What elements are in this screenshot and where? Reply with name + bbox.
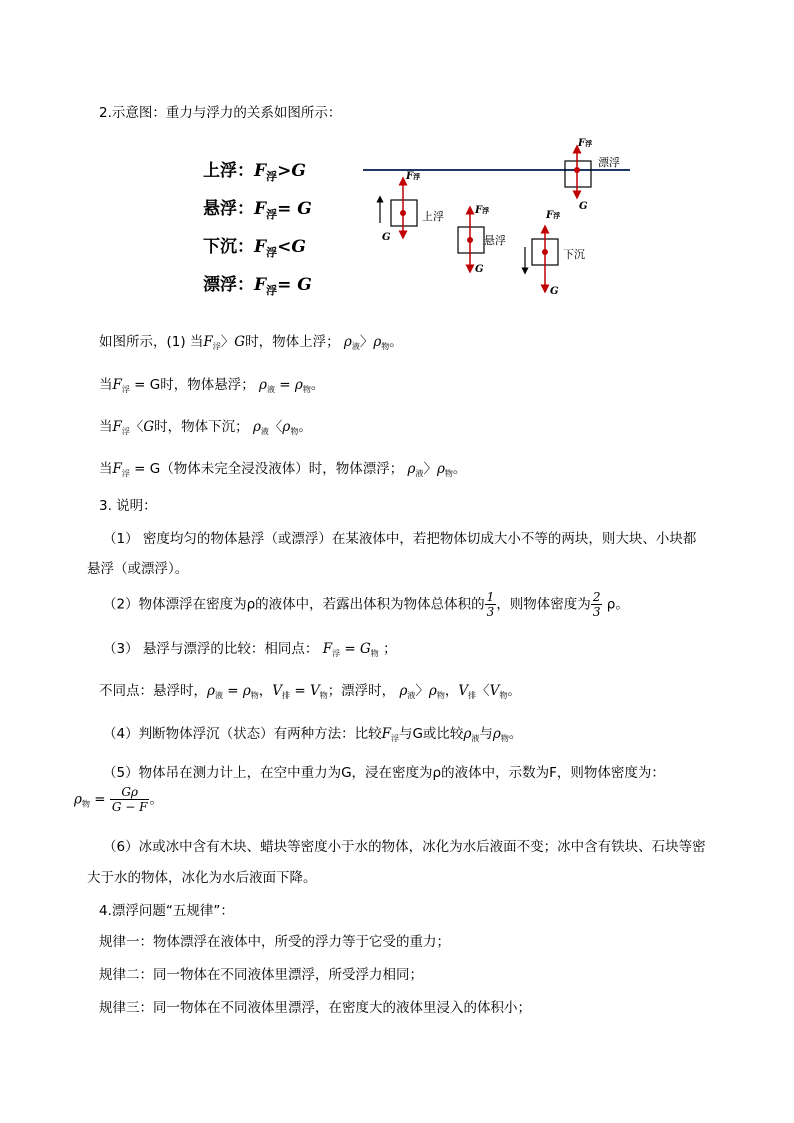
force-label-float-down: G: [579, 201, 588, 212]
label-sink: 下沉: [563, 248, 585, 261]
fraction-one-third: $\frac{1}{3}$: [486, 590, 495, 619]
note-6-line2: 大于水的物体，冰化为水后液面下降。: [87, 870, 317, 886]
force-label-suspend-up: F浮: [475, 205, 490, 216]
box-floating: [565, 161, 591, 187]
note-1-line2: 悬浮（或漂浮）。: [87, 561, 189, 577]
paragraph-suspend: 当$F_浮 = G$时，物体悬浮； $\rho_液 = \rho_物$。: [99, 377, 325, 394]
label-rise: 上浮: [422, 210, 444, 223]
note-6-line1: （6）冰或冰中含有木块、蜡块等密度小于水的物体，冰化为水后液面不变；冰中含有铁块、石块等密: [103, 839, 706, 855]
note-1-line1: （1） 密度均匀的物体悬浮（或漂浮）在某液体中，若把物体切成大小不等的两块，则大块、小块都: [103, 531, 697, 547]
force-label-sink-up: F浮: [546, 210, 561, 221]
formula-float: 漂浮：$F_浮= G$: [203, 275, 312, 297]
force-label-rise-up: F浮: [406, 171, 421, 182]
paragraph-sink: 当$F_浮$〈G时，物体下沉； $\rho_液$〈$\rho_物$。: [99, 419, 312, 436]
force-label-float-up: F浮: [578, 138, 593, 149]
note-3-difference: 不同点：悬浮时，$\rho_液 = \rho_物$，$V_排 = V_物$；漂浮时， $\rho_液$〉$\rho_物$，$V_排$〈$V_物$。: [99, 683, 521, 700]
formula-suspend: 悬浮：$F_浮= G$: [203, 199, 312, 221]
force-label-sink-down: G: [550, 286, 559, 297]
rule-2: 规律二：同一物体在不同液体里漂浮，所受浮力相同；: [99, 967, 423, 983]
paragraph-float: 当$F_浮 = G$（物体未完全浸没液体）时，物体漂浮； $\rho_液$〉$\rho_物$。: [99, 461, 467, 478]
density-formula: $\rho_物$ = $\frac{G\rho}{G - F}$ 。: [74, 785, 163, 814]
force-label-rise-down: G: [382, 232, 391, 243]
fraction-two-thirds: $\frac{2}{3}$: [592, 590, 601, 619]
fraction-density: $\frac{G\rho}{G - F}$: [111, 785, 148, 814]
section4-heading: 4.漂浮问题“五规律”：: [99, 903, 234, 919]
formula-sink: 下沉：$F_浮<G$: [203, 237, 306, 259]
note-2: （2）物体漂浮在密度为ρ的液体中，若露出体积为物体总体积的 $\frac{1}{3}$ ，则物体密度为 $\frac{2}{3}$ ρ。: [103, 590, 629, 619]
rule-3: 规律三：同一物体在不同液体里漂浮，在密度大的液体里浸入的体积小；: [99, 1000, 531, 1016]
section3-heading: 3. 说明：: [99, 498, 157, 514]
rule-1: 规律一：物体漂浮在液体中，所受的浮力等于它受的重力；: [99, 934, 450, 950]
section-heading: 2.示意图：重力与浮力的关系如图所示：: [99, 105, 342, 121]
label-float: 漂浮: [598, 156, 620, 169]
note-5: （5）物体吊在测力计上，在空中重力为G，浸在密度为ρ的液体中，示数为F，则物体密度为：: [103, 765, 665, 781]
paragraph-rise: 如图所示，(1) 当$F_浮$〉G时，物体上浮； $\rho_液$〉$\rho_物$。: [99, 334, 403, 351]
note-4: （4）判断物体浮沉（状态）有两种方法：比较$F_浮$与G或比较$\rho_液$与$\rho_物$。: [103, 726, 523, 743]
formula-rise: 上浮：$F_浮>G$: [203, 161, 306, 183]
force-label-suspend-down: G: [475, 264, 484, 275]
label-suspend: 悬浮: [484, 234, 506, 247]
note-3: （3） 悬浮与漂浮的比较：相同点： $F_浮 = G_物$ ；: [103, 641, 397, 658]
